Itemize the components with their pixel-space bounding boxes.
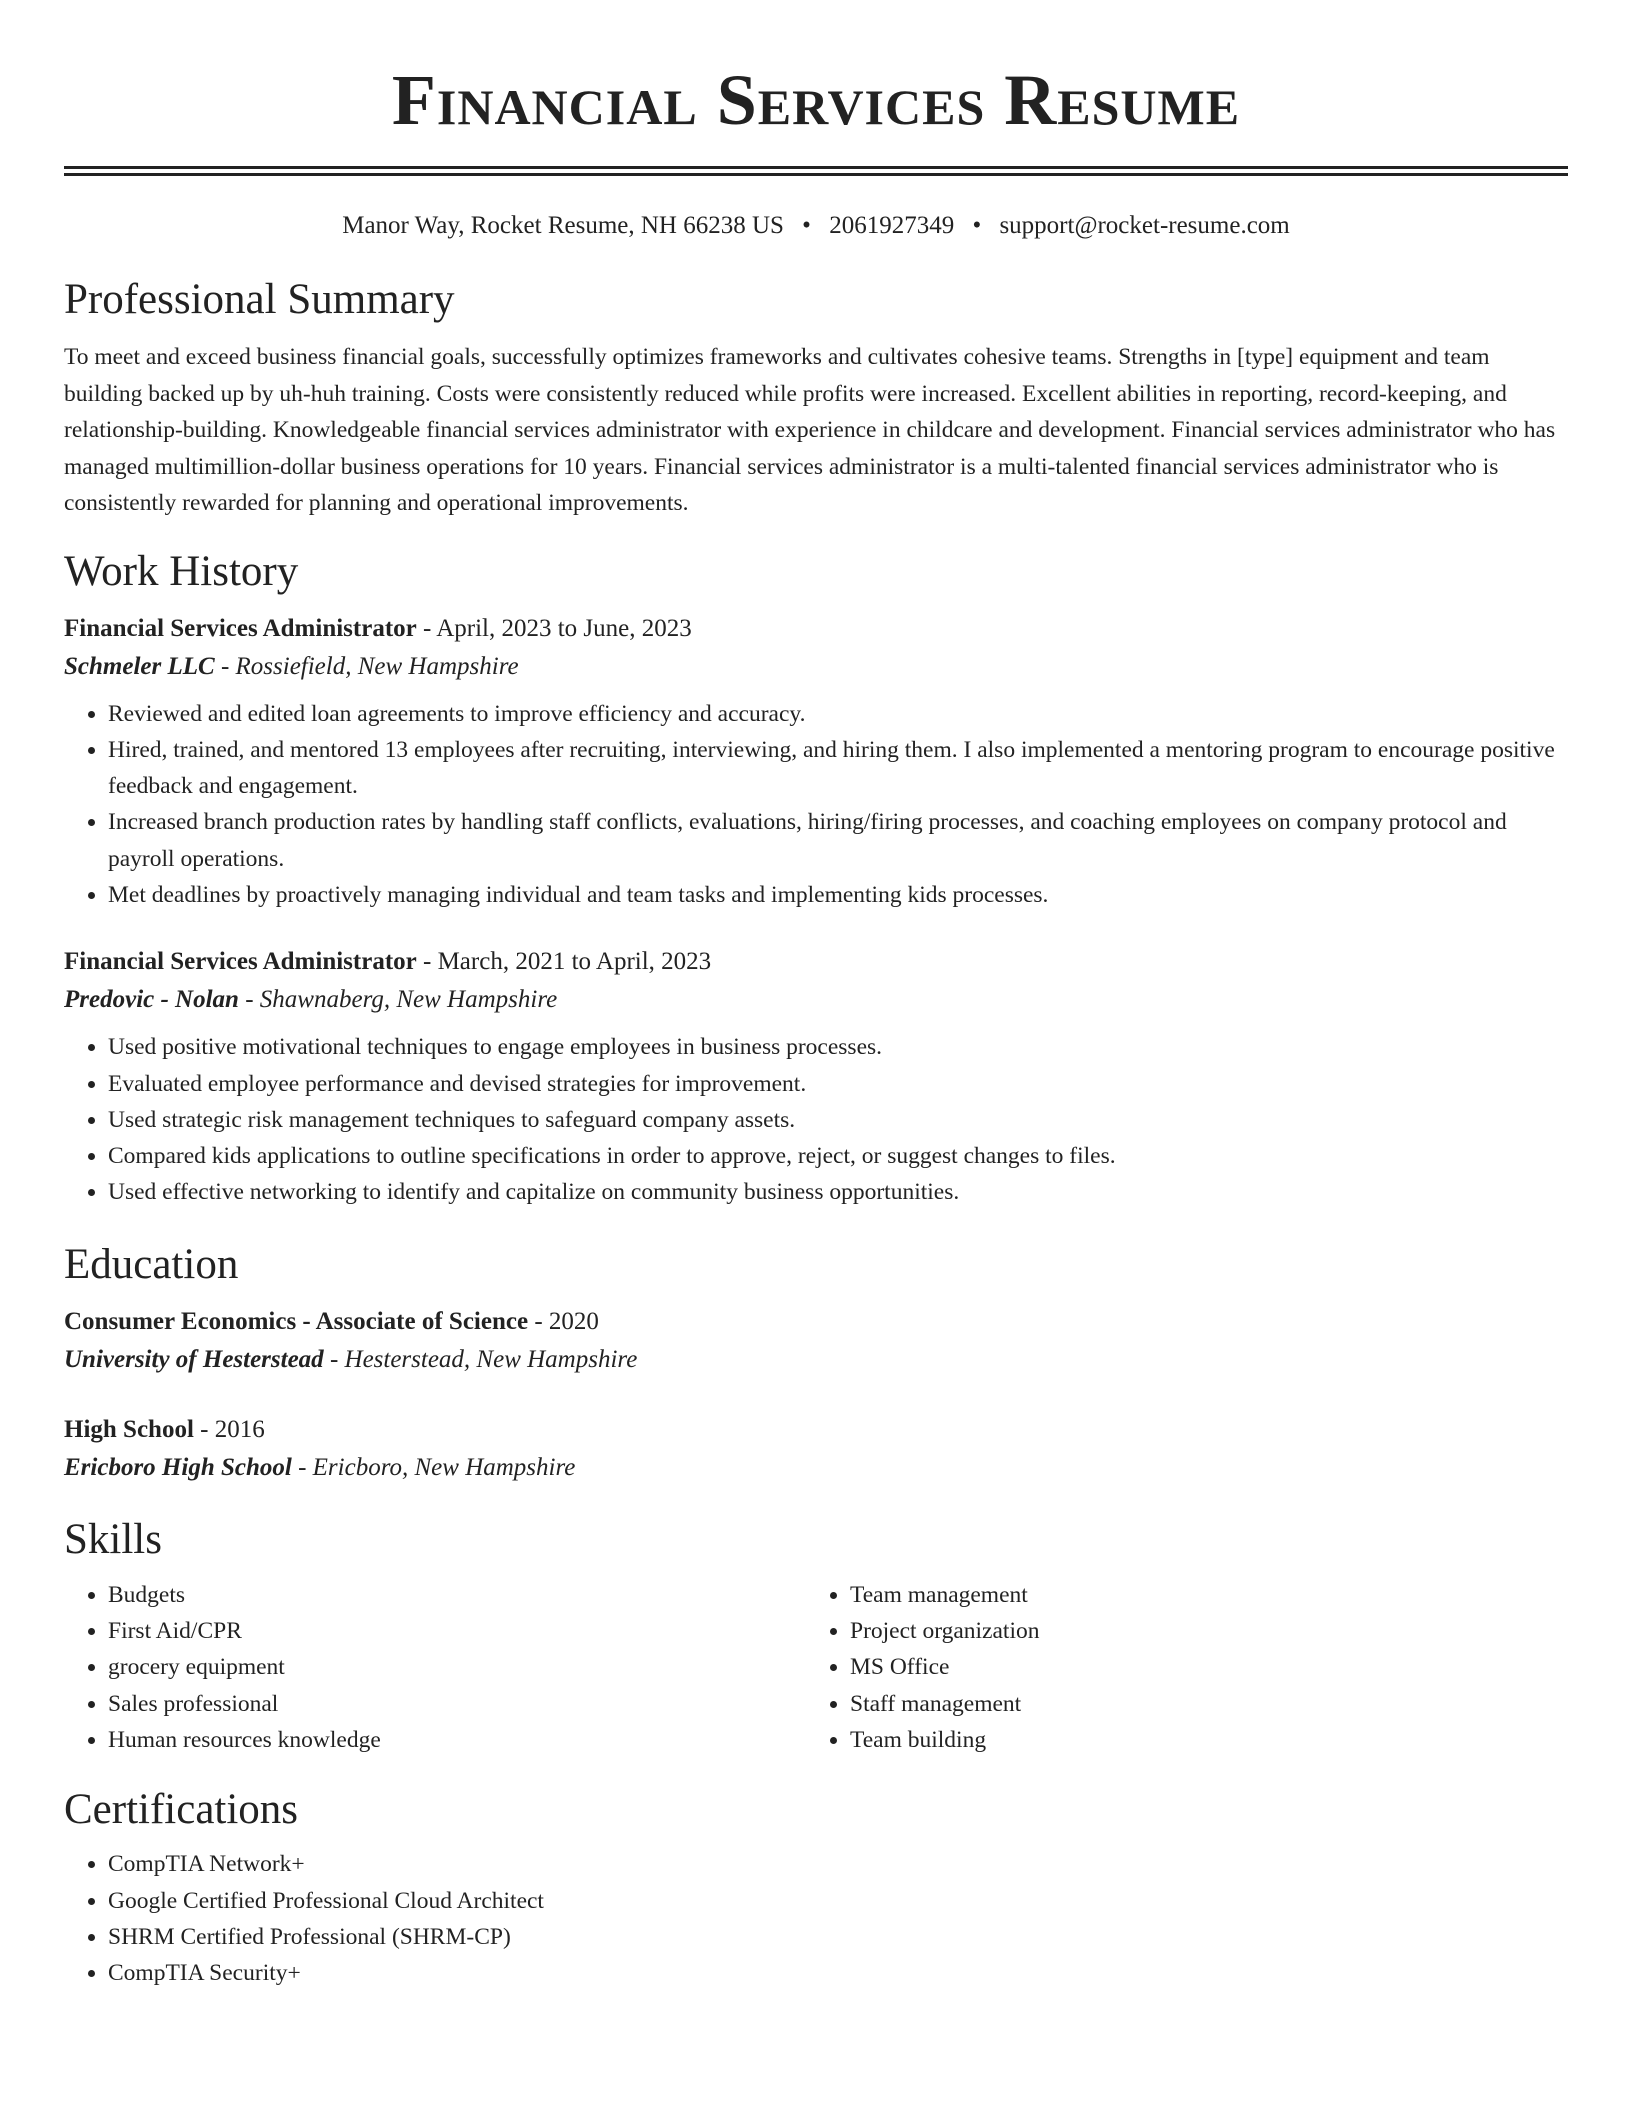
certification-item: • CompTIA Security+ bbox=[108, 1955, 1568, 1991]
job-title: Financial Services Administrator bbox=[64, 614, 417, 642]
education-entry bbox=[64, 1411, 1568, 1487]
job-location: - Shawnaberg, New Hampshire bbox=[238, 986, 558, 1014]
degree-year: - 2020 bbox=[528, 1307, 599, 1335]
skill-item: • First Aid/CPR bbox=[108, 1613, 806, 1649]
job-company: Predovic - Nolan bbox=[64, 986, 239, 1014]
certification-item: • SHRM Certified Professional (SHRM-CP) bbox=[108, 1919, 1568, 1955]
job-bullet: • Met deadlines by proactively managing individual and team tasks and implementing kids processes. bbox=[108, 877, 1568, 913]
job-bullet: • Used strategic risk management techniques to safeguard company assets. bbox=[108, 1102, 1568, 1138]
skill-item: • Team building bbox=[850, 1722, 1039, 1758]
job-bullet: • Evaluated employee performance and devised strategies for improvement. bbox=[108, 1066, 1568, 1102]
certification-item: • Google Certified Professional Cloud Architect bbox=[108, 1883, 1568, 1919]
degree-year: - 2016 bbox=[193, 1415, 265, 1443]
education-heading: Education bbox=[64, 1240, 239, 1288]
skills-heading: Skills bbox=[64, 1515, 162, 1563]
contact-phone: 2061927349 bbox=[829, 212, 955, 239]
job-bullets bbox=[64, 696, 1568, 914]
job-company-line bbox=[64, 648, 1568, 686]
skill-item: • Human resources knowledge bbox=[108, 1722, 806, 1758]
job-dates: - April, 2023 to June, 2023 bbox=[416, 614, 692, 642]
degree-line bbox=[64, 1303, 1568, 1341]
degree: High School bbox=[64, 1415, 194, 1443]
degree-line bbox=[64, 1411, 1568, 1449]
skill-item: • Project organization bbox=[850, 1613, 1039, 1649]
job-bullet: • Used effective networking to identify and capitalize on community business opportunities. bbox=[108, 1174, 1568, 1210]
job-title: Financial Services Administrator bbox=[64, 948, 417, 976]
contact-separator: • bbox=[972, 212, 982, 239]
job-bullets bbox=[64, 1029, 1568, 1210]
skill-item: • grocery equipment bbox=[108, 1649, 806, 1685]
certifications-heading: Certifications bbox=[64, 1786, 299, 1834]
skill-item: • Team management bbox=[850, 1577, 1039, 1613]
contact-line bbox=[64, 209, 1568, 243]
school-line bbox=[64, 1341, 1568, 1379]
job-company-line bbox=[64, 981, 1568, 1019]
school-name: University of Hesterstead bbox=[64, 1345, 324, 1373]
summary-heading: Professional Summary bbox=[64, 276, 455, 323]
contact-separator: • bbox=[802, 212, 811, 239]
certifications-list bbox=[64, 1846, 1568, 1991]
job-title-line bbox=[64, 943, 1568, 981]
school-location: - Ericboro, New Hampshire bbox=[291, 1453, 576, 1481]
skill-item: • Staff management bbox=[850, 1686, 1039, 1722]
skill-item: • Sales professional bbox=[108, 1686, 806, 1722]
work-history-heading: Work History bbox=[64, 547, 299, 595]
certification-item: • CompTIA Network+ bbox=[108, 1846, 1568, 1882]
job-bullet: • Compared kids applications to outline specifications in order to approve, reject, or suggest changes to files. bbox=[108, 1138, 1568, 1174]
title-double-rule bbox=[64, 166, 1568, 176]
resume-title: Financial Services Resume bbox=[391, 60, 1241, 140]
job-bullet: • Increased branch production rates by handling staff conflicts, evaluations, hiring/firing processes, and coaching employees on company protocol and payroll operations. bbox=[108, 804, 1568, 877]
job-bullet: • Used positive motivational techniques to engage employees in business processes. bbox=[108, 1029, 1568, 1065]
summary-text: To meet and exceed business financial goals, successfully optimizes frameworks and cultivates cohesive teams. Strengths in [type] equipment and team building backed up by uh-huh training. Costs were consistently reduced while profits were increased. Excellent abilities in reporting, record-keeping, and relationship-building. Knowledgeable financial services administrator with experience in childcare and development. Financial services administrator who has managed multimillion-dollar business operations for 10 years. Financial services administrator is a multi-talented financial services administrator who is consistently rewarded for planning and operational improvements. bbox=[64, 344, 1556, 516]
job-bullet: • Reviewed and edited loan agreements to improve efficiency and accuracy. bbox=[108, 696, 1568, 732]
contact-email: support@rocket-resume.com bbox=[999, 212, 1290, 239]
contact-address: Manor Way, Rocket Resume, NH 66238 US bbox=[342, 212, 784, 239]
job-entry bbox=[64, 610, 1568, 914]
skill-item: • Budgets bbox=[108, 1577, 806, 1613]
degree: Consumer Economics - Associate of Science bbox=[64, 1307, 529, 1335]
skills-right-column bbox=[806, 1577, 1039, 1758]
job-company: Schmeler LLC bbox=[64, 652, 215, 680]
job-bullet: • Hired, trained, and mentored 13 employees after recruiting, interviewing, and hiring them. I also implemented a mentoring program to encourage positive feedback and engagement. bbox=[108, 732, 1568, 805]
job-title-line bbox=[64, 610, 1568, 648]
school-name: Ericboro High School bbox=[64, 1453, 292, 1481]
school-line bbox=[64, 1449, 1568, 1487]
job-dates: - March, 2021 to April, 2023 bbox=[416, 948, 712, 976]
job-location: - Rossiefield, New Hampshire bbox=[214, 652, 519, 680]
education-entry bbox=[64, 1303, 1568, 1379]
skill-item: • MS Office bbox=[850, 1649, 1039, 1685]
skills-grid bbox=[64, 1577, 1568, 1758]
skills-left-column bbox=[64, 1577, 806, 1758]
school-location: - Hesterstead, New Hampshire bbox=[323, 1345, 638, 1373]
job-entry bbox=[64, 943, 1568, 1210]
